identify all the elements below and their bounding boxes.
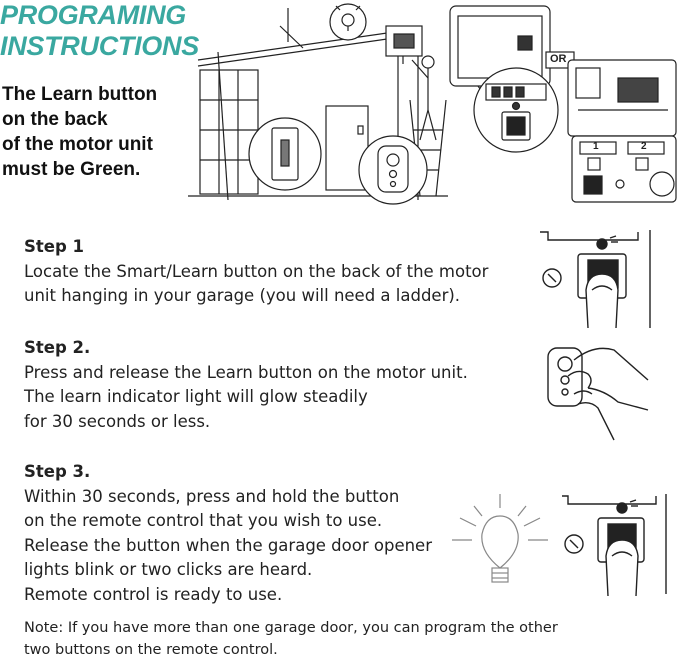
alternate-motor-panel-drawing [568, 60, 676, 136]
step-2-heading: Step 2. [24, 338, 91, 357]
learn-note-line-2: on the back [2, 109, 108, 130]
garage-opener-illustration [188, 0, 679, 212]
remote-callout-drawing [359, 136, 427, 204]
learn-button-press-illustration [538, 230, 658, 330]
step-1-line-2: unit hanging in your garage (you will need a ladder). [24, 286, 461, 305]
title-line-1: PROGRAMING [0, 0, 187, 30]
learn-button-press-illustration-2 [560, 494, 670, 598]
step-3-line-1: Within 30 seconds, press and hold the button [24, 486, 400, 506]
bulb-callout-drawing [330, 4, 366, 40]
footer-note [24, 617, 664, 661]
step-2-line-1: Press and release the Learn button on the motor unit. [24, 362, 468, 382]
terminal-label-2: 2 [641, 141, 647, 152]
title-line-2: INSTRUCTIONS [0, 31, 199, 61]
terminal-label-1: 1 [593, 141, 599, 152]
terminal-callout-drawing [572, 136, 676, 202]
step-3-line-4: lights blink or two clicks are heard. [24, 560, 313, 579]
step-1-heading: Step 1 [24, 237, 84, 256]
learn-note-line-1: The Learn button [2, 84, 158, 105]
step-2 [24, 336, 468, 434]
step-3-line-3: Release the button when the garage door opener [24, 535, 432, 555]
step-2-line-2: The learn indicator light will glow steadily [24, 387, 368, 406]
footer-note-line-1: Note: If you have more than one garage door, you can program the other [24, 620, 558, 636]
step-3-line-2: on the remote control that you wish to use. [24, 511, 383, 530]
page-title [0, 0, 199, 62]
wall-button-callout-drawing [249, 118, 321, 190]
learn-button-callout-drawing [474, 68, 558, 152]
remote-in-hand-illustration [544, 340, 654, 444]
footer-note-line-2: two buttons on the remote control. [24, 642, 278, 658]
learn-button-note [2, 82, 157, 182]
step-3 [24, 460, 432, 607]
step-2-line-3: for 30 seconds or less. [24, 411, 211, 431]
step-1-line-1: Locate the Smart/Learn button on the back of the motor [24, 261, 489, 281]
step-1 [24, 235, 488, 309]
learn-note-line-3: of the motor unit [2, 134, 153, 155]
blinking-bulb-illustration [450, 490, 550, 590]
step-3-line-5: Remote control is ready to use. [24, 584, 283, 604]
opener-motor-drawing [386, 26, 422, 64]
learn-note-line-4: must be Green. [2, 159, 141, 180]
step-3-heading: Step 3. [24, 462, 91, 481]
or-label: OR [550, 53, 567, 65]
